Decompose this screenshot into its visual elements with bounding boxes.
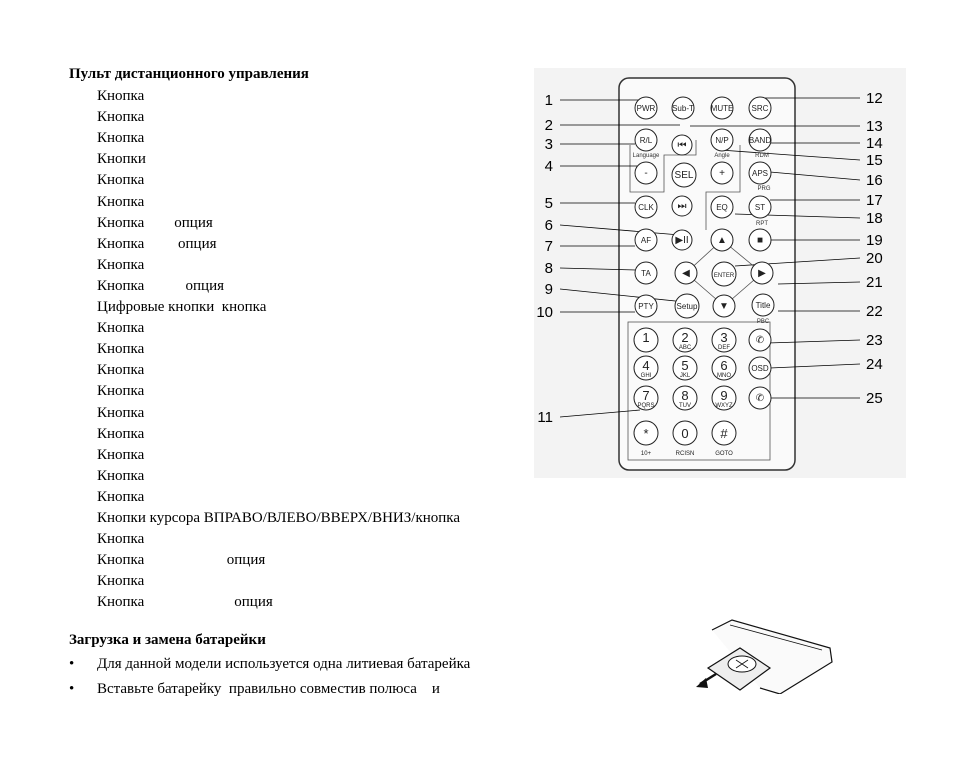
remote-button-description: Кнопка bbox=[97, 172, 145, 189]
remote-control-diagram bbox=[530, 66, 910, 482]
remote-button-description: Кнопка bbox=[97, 467, 145, 484]
keypad-digit: 1 bbox=[642, 330, 650, 345]
battery-bullet-2: Вставьте батарейку правильно совместив полюса и bbox=[97, 681, 440, 697]
keypad-letters: TUV bbox=[679, 403, 691, 409]
keypad-letters: ABC bbox=[678, 345, 692, 351]
cursor-up-button[interactable] bbox=[711, 229, 733, 251]
call-button[interactable] bbox=[749, 329, 771, 351]
callout-number: 24 bbox=[866, 356, 883, 373]
af-button[interactable] bbox=[635, 229, 657, 251]
remote-button-description: Кнопка bbox=[97, 425, 145, 442]
callout-number: 21 bbox=[866, 274, 883, 291]
power-button-label: PWR bbox=[636, 104, 656, 113]
setup-button[interactable] bbox=[675, 294, 699, 318]
remote-button-description: Кнопка bbox=[97, 362, 145, 379]
callout-numbers-right bbox=[866, 90, 883, 407]
mute-button[interactable] bbox=[711, 97, 734, 119]
remote-button-description: Кнопка опция bbox=[97, 552, 266, 569]
keypad-digit: 0 bbox=[681, 426, 689, 441]
callout-number: 4 bbox=[544, 158, 553, 175]
stereo-button-label: ST bbox=[754, 203, 766, 212]
keypad-key[interactable] bbox=[712, 328, 736, 352]
callout-number: 6 bbox=[544, 217, 553, 234]
keypad-digit: 8 bbox=[681, 388, 689, 403]
keypad-digit: 9 bbox=[720, 388, 728, 403]
keypad-digit: 4 bbox=[642, 358, 650, 373]
cursor-right-button-label: ▶ bbox=[758, 268, 766, 279]
hang-up-button-label: ✆ bbox=[755, 393, 765, 404]
callout-number: 25 bbox=[866, 390, 883, 407]
aps-button[interactable] bbox=[749, 162, 771, 184]
angle-caption: Angle bbox=[714, 153, 730, 159]
keypad-digit: # bbox=[720, 426, 728, 441]
rl-button-label: R/L bbox=[639, 136, 653, 145]
remote-button-description: Кнопка bbox=[97, 109, 145, 126]
language-caption: Language bbox=[632, 153, 660, 159]
keypad-letters: RCISN bbox=[675, 451, 695, 457]
select-button-label: SEL bbox=[674, 170, 694, 181]
remote-button-description: Кнопка bbox=[97, 446, 145, 463]
remote-button-description: Цифровые кнопки кнопка bbox=[97, 299, 267, 315]
subtitle-button-label: Sub-T bbox=[672, 104, 694, 113]
keypad-key[interactable] bbox=[673, 386, 697, 410]
keypad-key[interactable] bbox=[712, 356, 736, 380]
stop-button-label: ■ bbox=[756, 235, 764, 246]
keypad-letters: 10+ bbox=[640, 451, 652, 457]
band-button-label: BAND bbox=[748, 136, 772, 145]
keypad-digit: 3 bbox=[720, 330, 728, 345]
keypad-key[interactable] bbox=[634, 356, 658, 380]
play-pause-button-label: ▶II bbox=[675, 235, 689, 246]
bullet-marker: • bbox=[69, 681, 75, 697]
previous-track-button-label: ⏮ bbox=[677, 140, 687, 151]
hang-up-button[interactable] bbox=[749, 387, 771, 409]
stereo-button[interactable] bbox=[749, 196, 771, 218]
ta-button-label: TA bbox=[641, 269, 651, 278]
numeric-keypad bbox=[634, 328, 736, 457]
af-button-label: AF bbox=[640, 236, 652, 245]
remote-button-description: Кнопки bbox=[97, 151, 146, 168]
battery-heading: Загрузка и замена батарейки bbox=[69, 632, 266, 648]
remote-button-description: Кнопка bbox=[97, 404, 145, 421]
prg-caption: PRG bbox=[757, 186, 771, 192]
pty-button[interactable] bbox=[635, 295, 657, 317]
keypad-key[interactable] bbox=[712, 386, 736, 410]
callout-number: 11 bbox=[537, 409, 553, 426]
remote-button-description: Кнопка bbox=[97, 193, 145, 210]
callout-number: 10 bbox=[536, 304, 553, 321]
keypad-digit: * bbox=[643, 426, 649, 441]
remote-button-description: Кнопка опция bbox=[97, 214, 213, 231]
callout-number: 23 bbox=[866, 332, 883, 349]
next-track-button-label: ⏭ bbox=[677, 201, 687, 212]
rl-button[interactable] bbox=[635, 129, 657, 151]
stop-button[interactable] bbox=[749, 229, 771, 251]
cursor-down-button[interactable] bbox=[713, 295, 735, 317]
np-button-label: N/P bbox=[715, 136, 729, 145]
keypad-key[interactable] bbox=[673, 421, 697, 457]
callout-number: 19 bbox=[866, 232, 883, 249]
aps-button-label: APS bbox=[751, 169, 769, 178]
band-button[interactable] bbox=[749, 129, 771, 151]
osd-button-label: OSD bbox=[751, 364, 769, 373]
remote-button-description: Кнопка bbox=[97, 130, 145, 147]
remote-button-description: Кнопка bbox=[97, 573, 145, 590]
equalizer-button-label: EQ bbox=[716, 203, 728, 212]
clock-button-label: CLK bbox=[638, 203, 654, 212]
keypad-letters: GOTO bbox=[715, 451, 733, 457]
callout-number: 16 bbox=[866, 172, 883, 189]
power-button[interactable] bbox=[635, 97, 657, 119]
cursor-left-button[interactable] bbox=[675, 262, 697, 284]
keypad-key[interactable] bbox=[673, 356, 697, 380]
callout-number: 18 bbox=[866, 210, 883, 227]
arrow-icon bbox=[696, 678, 708, 688]
ta-button[interactable] bbox=[635, 262, 657, 284]
callout-number: 7 bbox=[544, 238, 553, 255]
cursor-left-button-label: ◀ bbox=[682, 268, 690, 279]
remote-button-description: Кнопка bbox=[97, 488, 145, 505]
callout-number: 12 bbox=[866, 90, 883, 107]
cursor-up-button-label: ▲ bbox=[717, 235, 727, 246]
enter-button-label: ENTER bbox=[713, 273, 735, 279]
keypad-key[interactable] bbox=[712, 421, 736, 457]
callout-number: 9 bbox=[544, 281, 553, 298]
keypad-key[interactable] bbox=[634, 386, 658, 410]
remote-heading: Пульт дистанционного управления bbox=[69, 66, 309, 82]
keypad-letters: MNO bbox=[717, 373, 731, 379]
rdm-caption: RDM bbox=[755, 153, 769, 159]
callout-number: 8 bbox=[544, 260, 553, 277]
remote-button-description: Кнопка bbox=[97, 341, 145, 358]
call-button-label: ✆ bbox=[755, 335, 765, 346]
keypad-letters: PQRS bbox=[637, 403, 655, 409]
keypad-key[interactable] bbox=[673, 328, 697, 352]
keypad-key[interactable] bbox=[634, 328, 658, 352]
select-button[interactable] bbox=[672, 163, 696, 187]
osd-button[interactable] bbox=[749, 357, 771, 379]
callout-number: 1 bbox=[544, 92, 553, 109]
pty-button-label: PTY bbox=[638, 302, 654, 311]
source-button[interactable] bbox=[749, 97, 771, 119]
remote-button-description: Кнопка опция bbox=[97, 235, 217, 252]
keypad-letters: GHI bbox=[640, 373, 652, 379]
volume-down-button-label: - bbox=[644, 168, 648, 179]
cursor-down-button-label: ▼ bbox=[719, 301, 729, 312]
previous-track-button[interactable] bbox=[672, 135, 692, 155]
np-button[interactable] bbox=[711, 129, 733, 151]
keypad-digit: 5 bbox=[681, 358, 689, 373]
clock-button[interactable] bbox=[635, 196, 657, 218]
equalizer-button[interactable] bbox=[711, 196, 733, 218]
remote-button-description: Кнопки курсора ВПРАВО/ВЛЕВО/ВВЕРХ/ВНИЗ/кнопка bbox=[97, 510, 461, 526]
rpt-caption: RPT bbox=[756, 221, 768, 227]
callout-number: 14 bbox=[866, 135, 883, 152]
keypad-letters: DEF bbox=[718, 345, 730, 351]
callout-number: 17 bbox=[866, 192, 883, 209]
callout-number: 3 bbox=[544, 136, 553, 153]
keypad-digit: 6 bbox=[720, 358, 728, 373]
remote-button-description: Кнопка bbox=[97, 88, 145, 104]
bullet-marker: • bbox=[69, 656, 75, 672]
remote-button-description: Кнопка опция bbox=[97, 594, 273, 611]
source-button-label: SRC bbox=[751, 104, 769, 113]
enter-button[interactable] bbox=[712, 262, 736, 286]
callout-number: 2 bbox=[544, 117, 553, 134]
keypad-digit: 7 bbox=[642, 388, 650, 403]
setup-button-label: Setup bbox=[676, 302, 698, 311]
remote-button-description: Кнопка bbox=[97, 383, 145, 400]
cursor-right-button[interactable] bbox=[751, 262, 773, 284]
keypad-digit: 2 bbox=[681, 330, 689, 345]
play-pause-button[interactable] bbox=[672, 230, 692, 250]
battery-bullet-1: Для данной модели используется одна литиевая батарейка bbox=[97, 656, 471, 672]
remote-button-description: Кнопка bbox=[97, 256, 145, 273]
title-button-label: Title bbox=[755, 301, 771, 310]
volume-up-button-label: + bbox=[719, 168, 725, 179]
callout-number: 5 bbox=[544, 195, 553, 212]
remote-button-description: Кнопка bbox=[97, 531, 145, 548]
keypad-letters: JKL bbox=[679, 373, 691, 379]
callout-number: 15 bbox=[866, 152, 883, 169]
remote-button-description: Кнопка bbox=[97, 320, 145, 337]
callout-number: 13 bbox=[866, 118, 883, 135]
mute-button-label: MUTE bbox=[710, 104, 734, 113]
volume-down-button[interactable] bbox=[635, 162, 657, 184]
callout-number: 20 bbox=[866, 250, 883, 267]
pbc-caption: PBC bbox=[756, 319, 770, 325]
next-track-button[interactable] bbox=[672, 196, 692, 216]
title-button[interactable] bbox=[752, 294, 774, 316]
keypad-letters: WXYZ bbox=[715, 403, 733, 409]
battery-insertion-illustration bbox=[690, 612, 840, 694]
callout-number: 22 bbox=[866, 303, 883, 320]
volume-up-button[interactable] bbox=[711, 162, 733, 184]
subtitle-button[interactable] bbox=[672, 97, 694, 119]
remote-button-description: Кнопка опция bbox=[97, 277, 225, 294]
